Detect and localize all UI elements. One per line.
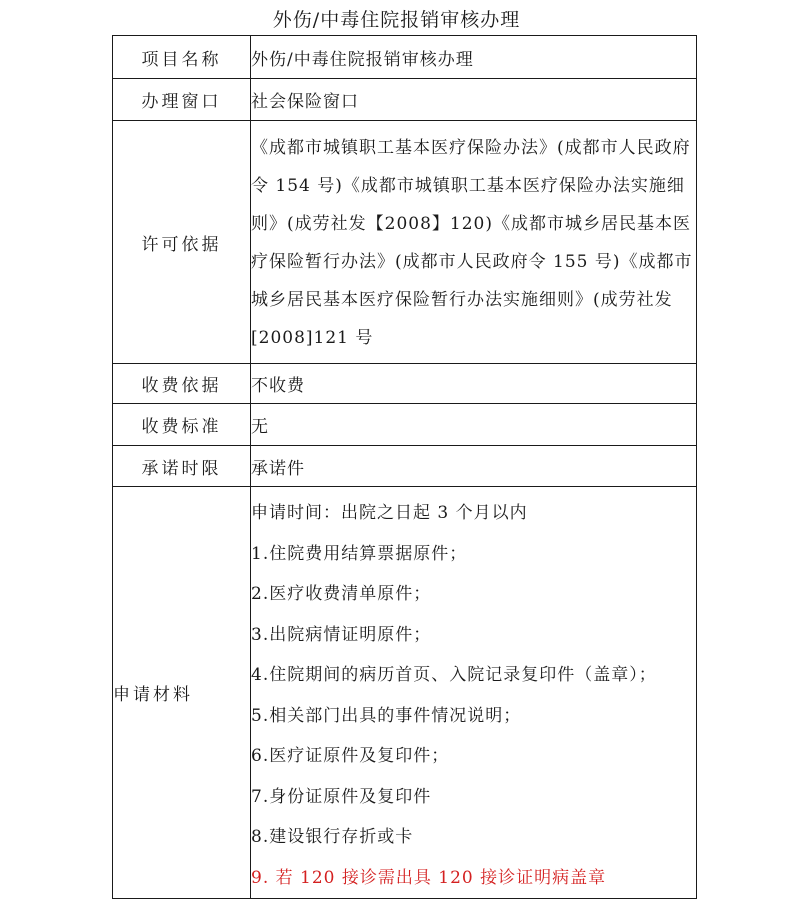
materials-label: 申请材料 <box>113 487 251 899</box>
fee-standard-value: 无 <box>251 404 697 446</box>
row-project-name <box>113 36 697 79</box>
materials-list <box>251 487 696 898</box>
materials-item: 1.住院费用结算票据原件； <box>251 543 468 564</box>
row-license-basis <box>113 121 697 364</box>
time-limit-label: 承诺时限 <box>113 446 251 487</box>
row-fee-standard <box>113 404 697 446</box>
time-limit-value: 承诺件 <box>251 446 697 487</box>
license-basis-text: 《成都市城镇职工基本医疗保险办法》(成都市人民政府令 154 号)《成都市城镇职工基本医疗保险办法实施细则》(成劳社发【2008】120)《成都市城乡居民基本医疗保险暂行办法》(成都市人民政府令 155 号)《成都市城乡居民基本医疗保险暂行办法实施细则》(成劳社发[2008]121 号 <box>251 138 693 348</box>
materials-item: 4.住院期间的病历首页、入院记录复印件（盖章）； <box>251 665 657 685</box>
row-fee-basis <box>113 364 697 404</box>
license-basis-value <box>251 121 697 364</box>
document-title: 外伤/中毒住院报销审核办理 <box>272 9 521 31</box>
materials-item-highlight: 9. 若 120 接诊需出具 120 接诊证明病盖章 <box>251 867 607 888</box>
materials-item: 5.相关部门出具的事件情况说明； <box>251 705 522 726</box>
materials-item: 7.身份证原件及复印件 <box>251 786 432 807</box>
materials-item: 2.医疗收费清单原件； <box>251 584 432 604</box>
window-label: 办理窗口 <box>113 79 251 121</box>
info-table <box>112 35 697 899</box>
materials-item: 申请时间：出院之日起 3 个月以内 <box>251 503 528 523</box>
row-materials <box>113 487 697 899</box>
fee-basis-value: 不收费 <box>251 364 697 404</box>
materials-item: 8.建设银行存折或卡 <box>251 827 414 847</box>
project-name-value: 外伤/中毒住院报销审核办理 <box>251 36 697 79</box>
materials-value <box>251 487 697 899</box>
project-name-label: 项目名称 <box>113 36 251 79</box>
fee-standard-label: 收费标准 <box>113 404 251 446</box>
row-time-limit <box>113 446 697 487</box>
license-basis-label: 许可依据 <box>113 121 251 364</box>
window-value: 社会保险窗口 <box>251 79 697 121</box>
fee-basis-label: 收费依据 <box>113 364 251 404</box>
materials-item: 3.出院病情证明原件； <box>251 624 432 645</box>
materials-item: 6.医疗证原件及复印件； <box>251 746 450 766</box>
row-window <box>113 79 697 121</box>
